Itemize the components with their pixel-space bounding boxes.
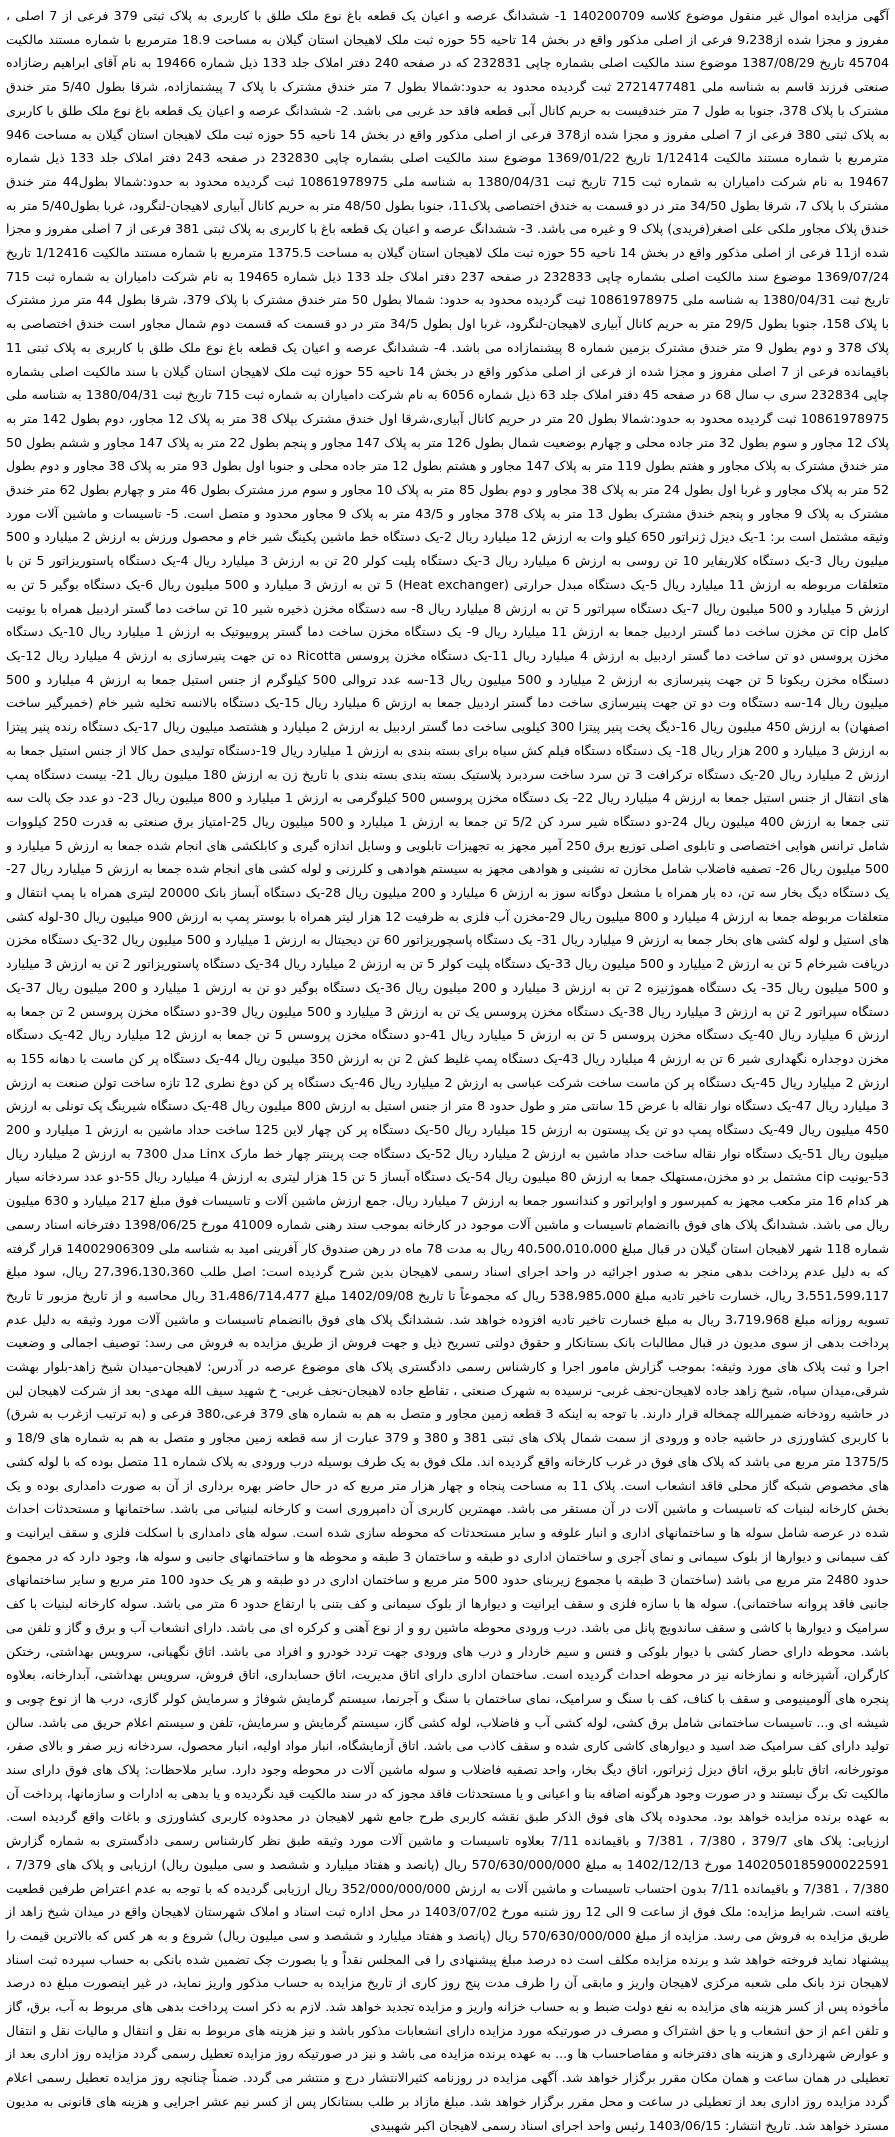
auction-notice <box>6 4 890 2133</box>
notice-heading: آگهی مزایده اموال غیر منقول موضوع کلاسه 140200709 <box>572 8 889 23</box>
notice-body: 1- ششدانگ عرصه و اعیان یک قطعه باغ نوع ملک طلق با کاربری به پلاک ثبتی 379 فرعی از 7 اصلی ، مفروز و مجزا شده از9،238 فرعی از اصلی مذکور واقع در بخش 14 تاحیه 55 حوزه ثبت ملک لاهیجان استان گیلان به مساحت 18.9 مترمربع با شماره مستند مالکیت 45704 تاریخ 1387/08/29 موضوع سند مالکیت اصلی بشماره چاپی 232831 که در صفحه 240 دفتر املاک جلد 133 ذیل شماره 19466 به نام آقای ابراهیم رضازاده صنعتی فرزند قاسم به شناسه ملی 2721477481 ثبت گردیده محدود به حدود:شمالا بطول 7 متر خندق مشترک با پلاک 7 پیشنمازاده، شرقا بطول 5/40 متر خندق مشترک با پلاک 378، جنوبا به طول 7 متر خندقیست به حریم کانال آبی قطعه فاقد حد غربی می باشد. 2- ششدانگ عرصه و اعیان یک قطعه باغ نوع ملک طلق با کاربری به پلاک ثبتی 380 فرعی از 7 اصلی مفروز و مجزا شده از378 فرعی از اصلی مذکور واقع در بخش 14 ناحیه 55 حوزه ثبت ملک لاهیجان استان گیلان به مساحت 946 مترمربع با شماره مستند مالکیت 1/12414 تاریخ 1369/01/22 موضوع سند مالکیت اصلی بشماره چاپی 232830 در صفحه 243 دفتر املاک جلد 133 ذیل شماره 19467 به نام شرکت دامیاران به شماره ثبت 715 تاریخ ثبت 1380/04/31 به شناسه ملی 10861978975 ثبت گردیده محدود به حدود:شمالا بطول44 متر خندق مشترک با پلاک 7، شرقا بطول 34/50 متر در دو قسمت به خندق اختصاصی پلاک11، جنوبا بطول 48/50 متر به حریم کانال آبیاری لاهیجان-لنگرود، غربا بطول5/40 متر به خندق پلاک مجاور ملکی علی اصغر(فریدی) پلاک 9 و غیره می باشد. 3- ششدانگ عرصه و اعیان یک قطعه باغ با کاربری به پلاک ثبتی 381 فرعی از 7 اصلی مفروز و مجزا شده از11 فرعی از اصلی مذکور واقع در بخش 14 ناحیه 55 حوزه ثبت ملک لاهیجان استان گیلان به مساحت 1375.5 مترمربع با شماره مستند مالکیت 1/12416 تاریخ 1369/07/24 موضوع سند مالکیت اصلی بشماره چاپی 232833 در صفحه 237 دفتر املاک جلد 133 ذیل شماره 19465 به نام شرکت دامیاران به شماره ثبت 715 تاریخ ثبت 1380/04/31 به شناسه ملی 10861978975 ثبت گردیده محدود به حدود: شمالا بطول 50 متر خندق مشترک با پلاک 379، شرقا بطول 44 متر مرز مشترک با پلاک 158، جنوبا بطول 29/5 متر به حریم کانال آبیاری لاهیجان-لنگرود، غربا اول بطول 34/5 متر در دو قسمت که قسمت دوم شمال مجاور است خندق اختصاصی به پلاک 378 و دوم بطول 9 متر خندق مشترک بزمین شماره 8 پیشنمازاده می باشد. 4- ششدانگ عرصه و اعیان یک قطعه باغ نوع ملک طلق با کاربری به پلاک ثبتی 11 باقیمانده فرعی از 7 اصلی مفروز و مجزا شده از فرعی از اصلی مذکور واقع در بخش 14 ناحیه 55 حوزه ثبت ملک لاهیجان استان گیلان با سند مالکیت اصلی بشماره چاپی 232834 سری ب سال 68 در صفحه 45 دفتر املاک جلد 63 ذیل شماره 6056 به نام شرکت دامیاران به شماره ثبت 715 تاریخ ثبت 1380/04/31 به شناسه ملی 10861978975 ثبت گردیده محدود به حدود:شمالا بطول 20 متر در حریم کانال آبیاری،شرقا اول خندق مشترک بپلاک 38 متر به پلاک 12 مجاور، دوم بطول 142 متر به پلاک 12 مجاور و سوم بطول 32 متر جاده محلی و چهارم بوضعیت شمال بطول 126 متر به پلاک 147 مجاور و پنجم بطول 22 متر به پلاک 147 مجاور و ششم بطول 50 متر خندق مشترک به پلاک مجاور و هفتم بطول 119 متر به پلاک 147 مجاور و هشتم بطول 12 متر جاده محلی و جنوبا اول بطول 93 متر به پلاک 38 مجاور و دوم بطول 52 متر به پلاک مجاور و غربا اول بطول 24 متر به پلاک 38 مجاور و دوم بطول 85 متر به پلاک 10 مجاور و سوم مرز مشترک بطول 46 متر و چهارم بطول 62 متر خندق مشترک به پلاک 9 مجاور و پنجم خندق مشترک بطول 13 متر به پلاک 378 مجاور و 43/5 متر به پلاک 9 مجاور محدود و متصل است. 5- تاسیسات و ماشین آلات مورد وثیقه مشتمل است بر: 1-یک دیزل ژنراتور 650 کیلو وات به ارزش 12 میلیارد ریال 2-یک دستگاه خط ماشین پکینگ شیر خام و محصول ورزش به ارزش 2 میلیارد و 500 میلیون ریال 3-یک دستگاه کلاریفایر 10 تن روسی به ارزش 6 میلیارد ریال 3-یک دستگاه پلیت کولر 20 تن به ارزش 3 میلیارد ریال 4-یک دستگاه پاستوریزاتور 5 تن با متعلقات مربوطه به ارزش 11 میلیارد ریال 5-یک دستگاه مبدل حرارتی (Heat exchanger) 5 تن به ارزش 3 میلیارد و 500 میلیون ریال 6-یک دستگاه بوگیر 5 تن به ارزش 5 میلیارد و 500 میلیون ریال 7-یک دستگاه سپراتور 5 تن به ارزش 8 میلیارد ریال 8- سه دستگاه مخزن ذخیره شیر 10 تن ساخت دما گستر اردبیل همراه با یونیت کامل cip تن مخزن ساخت دما گستر اردبیل جمعا به ارزش 11 میلیارد ریال 9- یک دستگاه مخزن ساخت دما گستر پروبیوتیک به ارزش 1 میلیارد ریال 10-یک دستگاه مخزن پروسس دو تن ساخت دما گستر اردبیل به ارزش 4 میلیارد ریال 11-یک دستگاه مخزن پروسس Ricotta ده تن جهت پنیرسازی به ارزش 4 میلیارد ریال 12-یک دستگاه مخزن ریکوتا 5 تن جهت پنیرسازی به ارزش 2 میلیارد و 500 میلیون ریال 13-سه عدد تروالی 500 کیلوگرم از جنس استیل جمعا به ارزش 4 میلیارد و 500 میلیون ریال 14-سه دستگاه وت دو تن جهت پنیرسازی ساخت دما گستر اردبیل جمعا به ارزش 6 میلیارد ریال 15-یک دستگاه بالانسه تخلیه شیر خام (خمیرگیر ساخت اصفهان) به ارزش 450 میلیون ریال 16-دیگ پخت پنیر پیتزا 300 کیلویی ساخت دما گستر اردبیل به ارزش 2 میلیارد و هشتصد میلیون ریال 17-یک دستگاه رنده پنیر پیتزا به ارزش 3 میلیارد و 200 هزار ریال 18- یک دستگاه دستگاه فیلم کش سیاه برای بسته بندی به ارزش 1 میلیارد ریال 19-دستگاه تولیدی حمل کالا از جنس استیل جمعا به ارزش 2 میلیارد ریال 20-یک دستگاه ترکرافت 3 تن سرد ساخت سردبرد پلاستیک بسته بندی بسته بندی با تاریخ زن به ارزش 180 میلیون ریال 21- بیست دستگاه پمپ های انتقال از جنس استیل جمعا به ارزش 4 میلیارد ریال 22- یک دستگاه مخزن پروسس 500 کیلوگرمی به ارزش 1 میلیارد و 800 میلیون ریال 23- دو عدد جک پالت سه تنی جمعا به ارزش 400 میلیون ریال 24-دو دستگاه شیر سرد کن 5/2 تن جمعا به ارزش 1 میلیارد و 500 میلیون ریال 25-امتیاز برق صنعتی به قدرت 250 کیلووات شامل ترانس هوایی اختصاصی و تابلوی اصلی توزیع برق 250 آمپر مجهز به تجهیزات تابلویی و وسایل اندازه گیری و کابلکشی های انجام شده جمعا به ارزش 5 میلیارد و 500 میلیون ریال 26- تصفیه فاضلاب شامل مخازن ته نشینی و هوادهی مجهز به سیستم هوادهی و کلرزنی و لوله کشی های انجام شده جمعا به ارزش 5 میلیارد ریال 27-یک دستگاه دیگ بخار سه تن، ده بار همراه با مشعل دوگانه سوز به ارزش 6 میلیارد و 200 میلیون ریال 28-یک دستگاه آبساز بانک 20000 لیتری همراه با پمپ انتقال و متعلقات مربوطه جمعا به ارزش 4 میلیارد و 800 میلیون ریال 29-مخزن آب فلزی به ظرفیت 12 هزار لیتر همراه با بوستر پمپ به ارزش 900 میلیون ریال 30-لوله کشی های استیل و لوله کشی های بخار جمعا به ارزش 9 میلیارد ریال 31- یک دستگاه پاسچوریزاتور 60 تن دیجیتال به ارزش 1 میلیارد و 500 میلیون ریال 32-یک دستگاه مخزن دریافت شیرخام 5 تن به ارزش 2 میلیارد و 500 میلیون ریال 33-یک دستگاه پلیت کولر 5 تن به ارزش 2 میلیارد ریال 34-یک دستگاه پاستوریزاتور 2 تن به ارزش 3 میلیارد و 500 میلیون ریال 35- یک دستگاه هموژنیزه 2 تن به ارزش 3 میلیارد و 200 میلیون ریال 36-یک دستگاه بوگیر دو تن به ارزش 1 میلیارد و 200 میلیون ریال 37-یک دستگاه سپراتور 2 تن به ارزش 3 میلیارد ریال 38-یک دستگاه مخزن پروسس یک تن به ارزش 3 میلیارد و 500 میلیون ریال 39-دو دستگاه مخزن پروسس 2 تن جمعا به ارزش 6 میلیارد ریال 40-یک دستگاه مخزن پروسس 5 تن به ارزش 5 میلیارد ریال 41-دو دستگاه مخزن پروسس 5 تن جمعا به ارزش 12 میلیارد ریال 42-یک دستگاه مخزن دوجداره نگهداری شیر 6 تن به ارزش 4 میلیارد ریال 43-یک دستگاه پمپ غلیظ کش 2 تن به ارزش 350 میلیون ریال 44-یک دستگاه پر کن ماست با دهانه 155 به ارزش 2 میلیارد ریال 45-یک دستگاه پر کن ماست ساخت شرکت عباسی به ارزش 2 میلیارد ریال 46-یک دستگاه پر کن دوغ نطری 12 تازه ساخت تولن صنعت به ارزش 3 میلیارد ریال 47-یک دستگاه نوار نقاله با عرض 15 سانتی متر و طول حدود 8 متر از جنس استیل به ارزش 800 میلیون ریال 48-یک دستگاه شیرینگ پک تونلی به ارزش 450 میلیون ریال 49-یک دستگاه پمپ دو تن یک پیستون به ارزش 15 میلیارد ریال 50-یک دستگاه پر کن چهار لاین 125 ساخت حداد ماشین به ارزش 1 میلیارد و 200 میلیون ریال 51-یک دستگاه نوار نقاله ساخت حداد ماشین به ارزش 2 میلیارد ریال 52-یک دستگاه جت پرینتر چهار خط مارک Linx مدل 7300 به ارزش 2 میلیارد ریال 53-یونیت cip مشتمل بر دو مخزن،مستهلک جمعا به ارزش 80 میلیون ریال 54-یک دستگاه آبساز 5 تن 15 هزار لیتری به ارزش 4 میلیارد ریال 55-دو عدد سردخانه سیار هر کدام 16 متر مکعب مجهز به کمپرسور و اواپراتور و کندانسور جمعا به ارزش 7 میلیارد ریال. جمع ارزش ماشین آلات و تاسیسات فوق مبلغ 217 میلیارد و 630 میلیون ریال می باشد. ششدانگ پلاک های فوق باانضمام تاسیسات و ماشین آلات موجود در کارخانه بموجب سند رهنی شماره 41009 مورخ 1398/06/25 دفترخانه اسناد رسمی شماره 118 شهر لاهیجان استان گیلان در قبال مبلغ 40،500،010،000 ریال به مدت 78 ماه در رهن صندوق کار آفرینی امید به شناسه ملی 14002906309 قرار گرفته که به دلیل عدم پرداخت بدهی منجر به صدور اجرائیه در واحد اجرای اسناد رسمی لاهیجان بدین شرح گردیده است: اصل طلب 27،396،130،360 ریال، سود مبلغ 3،551،599،117 ریال، خسارت تاخیر تادیه مبلغ 538،985،000 ریال که مجموعاً تا تاریخ 1402/09/08 مبلغ 31،486/714،477 ریال محاسبه و از تاریخ مزبور تا تاریخ تسویه روزانه مبلغ 3،719،968 ریال به مبلغ خسارت تاخیر تادیه افزوده خواهد شد. ششدانگ پلاک های فوق باانضمام تاسیسات و ماشین آلات مورد وثیقه به دلیل عدم پرداخت بدهی از سوی مدیون در قبال مطالبات بانک بستانکار و حقوق دولتی تسریح ذیل و جهت فروش از طریق مزایده به فروش می رسد: توصیف اجمالی و وضعیت اجرا و ثبت پلاک های مورد وثیقه: بموجب گزارش مامور اجرا و کارشناس رسمی دادگستری پلاک های موضوع عرصه در آدرس: لاهیجان-میدان شیخ زاهد-بلوار بهشت شرقی،میدان سپاه، شیخ زاهد جاده لاهیجان-نجف غربی- نرسیده به شهرک صنعتی ، تقاطع جاده لاهیجان-نجف غربی- خ شهید سیف الله مهدی- بعد از شرکت لاهیجان لبن در حاشیه رودخانه ضمیرالله چمخاله قرار دارند. با توجه به اینکه 3 قطعه زمین مجاور و متصل به هم به شماره های 379 فرعی،380 فرعی و (به ترتیب ازغرب به شرق) با کاربری کشاورزی در حاشیه جاده و ورودی از سمت شمال پلاک های ثبتی 381 و 380 و 379 عبارت از سه قطعه زمین مجاور و متصل به هم به شماره های 18/9 و 1375/5 متر مربع می باشد که پلاک های فوق در غرب کارخانه واقع گردیده اند. ملک فوق به یک طرف بوسیله درب ورودی به پلاک شماره 11 متصل بوده که با لوله کشی های مخصوص شبکه گاز محلی فاقد انشعاب است. پلاک 11 به مساحت پنجاه و چهار هزار متر مربع که در حال حاضر بهره برداری از آن به صورت دامداری بوده و یک بخش کارخانه لبنیات که تاسیسات و ماشین آلات در آن مستقر می باشد. مهمترین کاربری آن دامپروری است و کارخانه لبنیاتی می باشد. ساختمانها و مستحدثات احداث شده در عرصه شامل سوله ها و ساختمانهای اداری و انبار علوفه و سایر مستحدثات که محوطه سازی شده است. سوله های دامداری با اسکلت فلزی و سقف ایرانیت و کف سیمانی و دیوارها از بلوک سیمانی و نمای آجری و ساختمان اداری دو طبقه و ساختمان 3 طبقه و محوطه ها و ساختمانهای جانبی و سوله ها، وجود دارد که در مجموع حدود 2480 متر مربع می باشد (ساختمان 3 طبقه با مجموع زیربنای حدود 500 متر مربع و ساختمان اداری در دو طبقه و هر یک حدود 100 متر مربع و سایر ساختمانهای جانبی فاقد پروانه ساختمانی). سوله ها با سازه فلزی و سقف ایرانیت و دیوارها از بلوک سیمانی و کف بتنی با ارتفاع حدود 6 متر می باشد. سوله کارخانه لبنیات با کف سرامیک و دیوارها با کاشی و سقف ساندویچ پانل می باشد. درب ورودی محوطه ماشین رو و از نوع آهنی و کرکره ای می باشد. دارای انشعاب آب و برق و گاز و تلفن می باشد. محوطه دارای حصار کشی با دیوار بلوکی و فنس و سیم خاردار و درب های ورودی جهت تردد خودرو و افراد می باشد. اتاق نگهبانی، سرویس بهداشتی، رختکن کارگران، آشپزخانه و نمازخانه نیز در محوطه احداث گردیده است. ساختمان اداری دارای اتاق مدیریت، اتاق حسابداری، اتاق فروش، سرویس بهداشتی، آبدارخانه، بعلاوه پنجره های آلومینیومی و سقف با کناف، کف با سنگ و سرامیک، نمای ساختمان با سنگ و آجرنما، سیستم گرمایش شوفاژ و سرمایش کولر گازی، درب ها از نوع چوبی و شیشه ای و... تاسیسات ساختمانی شامل برق کشی، لوله کشی آب و فاضلاب، لوله کشی گاز، سیستم گرمایش و سرمایش، تلفن و سیستم اعلام حریق می باشد. سالن تولید دارای کف سرامیک ضد اسید و دیوارهای کاشی کاری شده و سقف کاذب می باشد. اتاق آزمایشگاه، انبار مواد اولیه، انبار محصول، سردخانه زیر صفر و بالای صفر، موتورخانه، اتاق تابلو برق، اتاق دیزل ژنراتور، اتاق دیگ بخار، واحد تصفیه فاضلاب و سوله ماشین آلات در محوطه وجود دارد. سایر ملاحظات: پلاک های فوق دارای سند مالکیت تک برگ نیستند و در صورت وجود هرگونه اضافه بنا و اعیانی و یا مستحدثات فاقد مجوز که در سند مالکیت قید نگردیده و یا بدهی به ادارات و سازمانها، پرداخت آن به عهده برنده مزایده خواهد بود. محدوده پلاک های فوق الذکر طبق نقشه کاربری طرح جامع شهر لاهیجان در محدوده کاربری کشاورزی و باغات واقع گردیده است. ارزیابی: پلاک های 379/7 ، 7/380 ، 7/381 و باقیمانده 7/11 بعلاوه تاسیسات و ماشین آلات مورد وثیقه طبق نظر کارشناس رسمی دادگستری به شماره گزارش 1402050185900022591 مورخ 1402/12/13 به مبلغ 570/630/000/000 ریال (پانصد و هفتاد میلیارد و ششصد و سی میلیون ریال) ارزیابی و پلاک های 7/379 ، 7/380 ، 7/381 و باقیمانده 7/11 بدون احتساب تاسیسات و ماشین آلات به ارزش 352/000/000/000 ریال ارزیابی گردیده که با توجه به عدم اعتراض طرفین قطعیت یافته است. شرایط مزایده: ملک فوق از ساعت 9 الی 12 روز شنبه مورخ 1403/07/02 در محل اداره ثبت اسناد و املاک شهرستان لاهیجان واقع در میدان شیخ زاهد از طریق مزایده به فروش می رسد. مزایده از مبلغ 570/630/000/000 ریال (پانصد و هفتاد میلیارد و ششصد و سی میلیون ریال) شروع و به هر کس که بالاترین قیمت را پیشنهاد نماید فروخته خواهد شد و برنده مزایده مکلف است ده درصد مبلغ پیشنهادی را فی المجلس نقداً و یا بصورت چک تضمین شده بانکی به حساب سپرده ثبت اسناد لاهیجان نزد بانک ملی شعبه مرکزی لاهیجان واریز و مابقی آن را ظرف مدت پنج روز کاری از تاریخ مزایده به حساب مذکور واریز نماید، در غیر اینصورت مبلغ ده درصد مأخوذه پس از کسر هزینه های مزایده به نفع دولت ضبط و به حساب خزانه واریز و مزایده تجدید خواهد شد. لازم به ذکر است پرداخت بدهی های مربوط به آب، برق، گاز و تلفن اعم از حق انشعاب و یا حق اشتراک و مصرف در صورتیکه مورد مزایده دارای انشعابات مذکور باشد و نیز هزینه های مربوط به نقل و انتقال و مالیات نقل و انتقال و عوارض شهرداری و هزینه های دفترخانه و مفاصاحساب ها و... به عهده برنده مزایده می باشد و نیز در صورتیکه روز مزایده تعطیل رسمی گردد مزایده روز اداری بعد از تعطیلی در همان ساعت و همان مکان مقرر برگزار خواهد شد. آگهی مزایده در روزنامه کثیرالانتشار درج و منتشر می گردد. ضمناً چنانچه روز مزایده تعطیل رسمی اعلام گردد مزایده روز اداری بعد از تعطیلی در ساعت و محل مقرر برگزار خواهد شد. مبلغ مازاد بر طلب بستانکار پس از کسر نیم عشر اجرایی و هزینه های قانونی به مدیون مسترد خواهد شد. تاریخ انتشار: 1403/06/15 رئیس واحد اجرای اسناد رسمی لاهیجان اکبر شهبیدی <box>6 8 890 2133</box>
